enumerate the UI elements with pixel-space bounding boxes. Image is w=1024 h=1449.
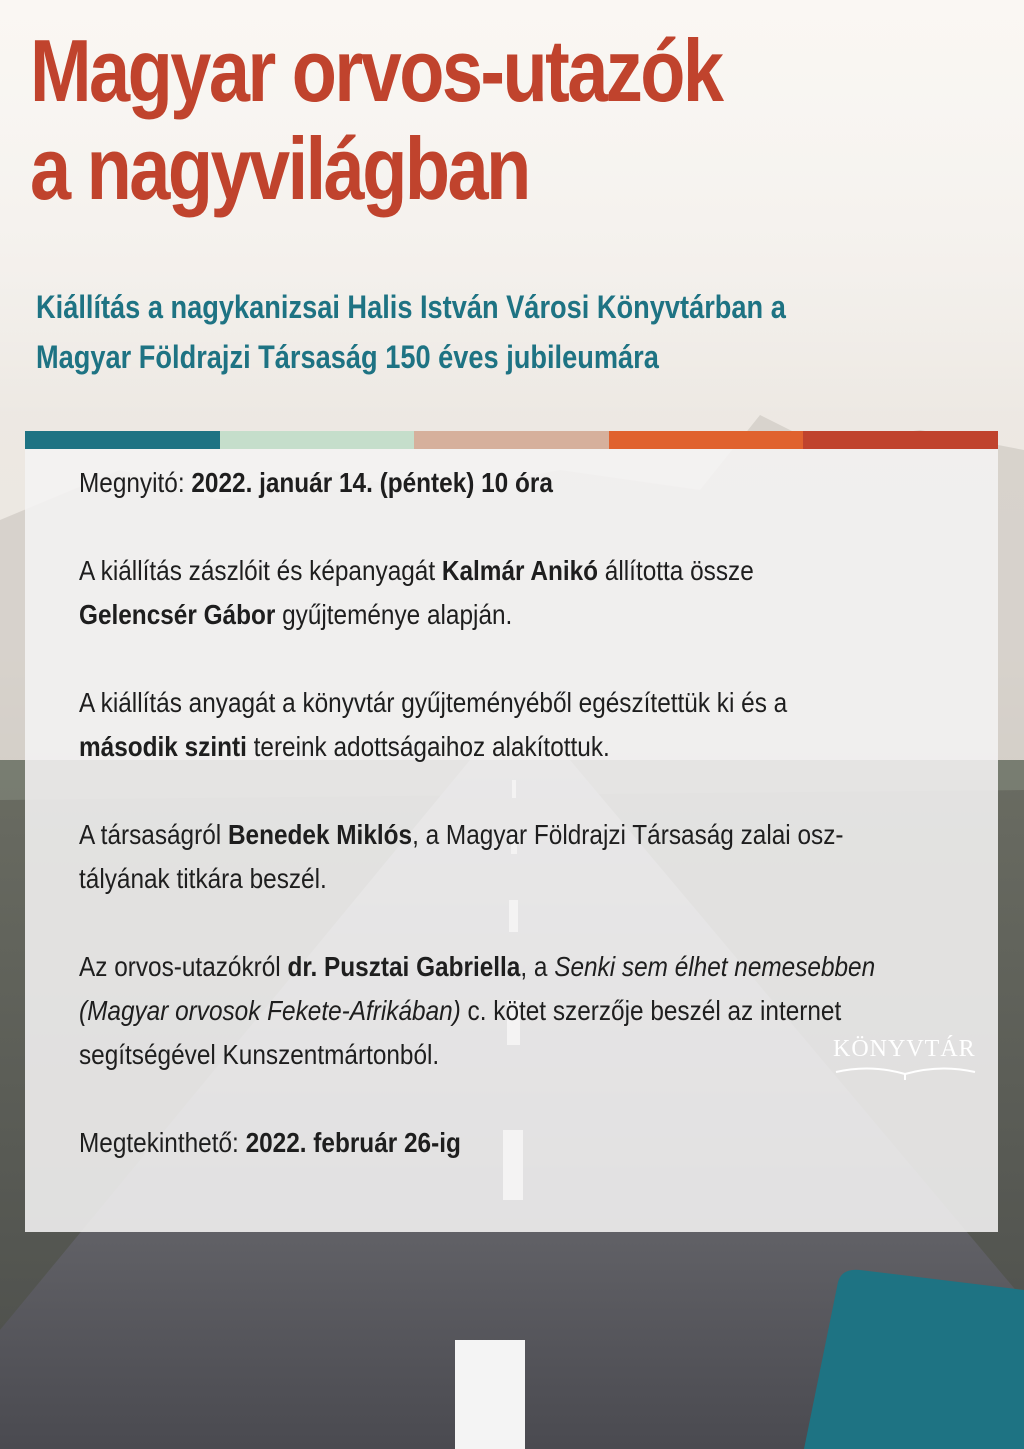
subtitle [36,282,971,382]
viewing-date: 2022. február 26-ig [245,1127,461,1158]
title-line-2: a nagyvilágban [30,119,529,218]
viewing-paragraph: Megtekinthető: 2022. február 26-ig [79,1127,461,1158]
stripe-mint [220,431,415,449]
info-content [79,461,958,1209]
stripe-red [803,431,998,449]
collection-paragraph: A kiállítás anyagát a könyvtár gyűjteményéből egészítettük ki és a második szinti tereink adottságaihoz alakítottuk. [79,687,788,762]
subtitle-line-2: Magyar Földrajzi Társaság 150 éves jubileumára [36,339,659,375]
info-panel [25,449,998,1232]
stripe-tan [414,431,609,449]
opening-paragraph: Megnyitó: 2022. január 14. (péntek) 10 óra [79,467,553,498]
author-paragraph: Az orvos-utazókról dr. Pusztai Gabriella, a Senki sem élhet nemesebben (Magyar orvosok Fekete-Afrikában) c. kötet szerzője beszél az internet segítségével Kunszentmártonból. [79,951,876,1070]
page-title [30,22,1024,218]
stripe-teal [25,431,220,449]
subtitle-line-1: Kiállítás a nagykanizsai Halis István Városi Könyvtárban a [36,289,786,325]
title-line-1: Magyar orvos-utazók [30,21,722,120]
curator-paragraph: A kiállítás zászlóit és képanyagát Kalmár Anikó állította össze Gelencsér Gábor gyűjteménye alapján. [79,555,754,630]
color-stripe-bar [25,431,998,449]
opening-date: 2022. január 14. (péntek) 10 óra [191,467,553,498]
stripe-orange [609,431,804,449]
speaker-paragraph: A társaságról Benedek Miklós, a Magyar Földrajzi Társaság zalai osz- tályának titkára beszél. [79,819,844,894]
logo-text: KÖNYVTÁR [833,1036,976,1062]
